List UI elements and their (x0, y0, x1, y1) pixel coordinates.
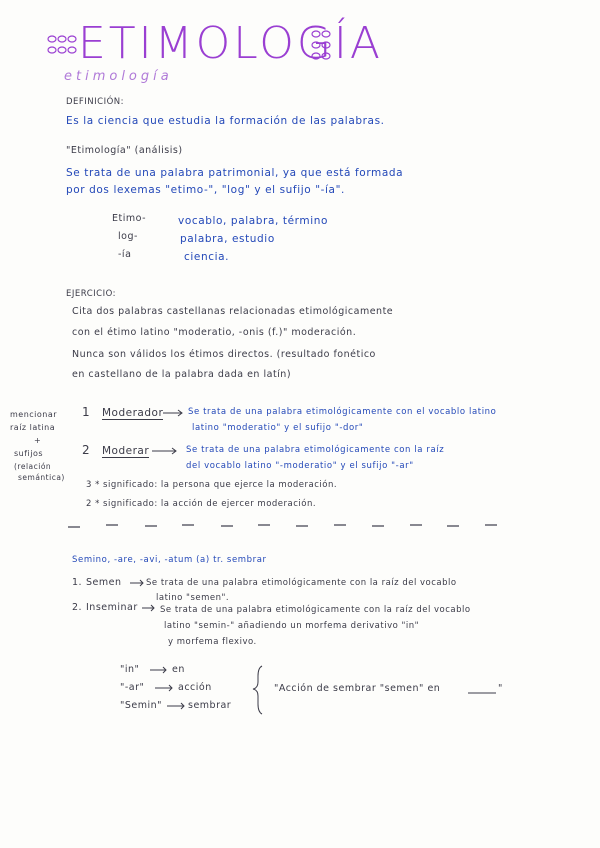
title-left-doodle (48, 36, 76, 53)
breakdown-part-3: "Semin" (120, 700, 163, 711)
ejercicio-line-1: Cita dos palabras castellanas relacionadas etimológicamente (72, 306, 394, 317)
side-note-line-3: + (34, 436, 42, 445)
ejercicio-line-2: con el étimo latino "moderatio, -onis (f.)" moderación. (72, 327, 357, 338)
item-2-line-1: Se trata de una palabra etimológicamente con la raíz (186, 445, 445, 455)
definicion-heading: DEFINICIÓN: (66, 97, 125, 107)
definicion-text: Es la ciencia que estudia la formación de las palabras. (66, 115, 385, 127)
significado-1: 3 * significado: la persona que ejerce la moderación. (86, 480, 338, 490)
term-2: log- (118, 231, 138, 242)
analisis-line-2: por dos lexemas "etimo-", "log" y el sufijo "-ía". (66, 184, 345, 196)
semino-item-1-word: Semen (86, 577, 122, 588)
breakdown-part-2: "-ar" (120, 682, 145, 693)
conclusion-text: "Acción de sembrar "semen" en (274, 683, 441, 694)
item-1-line-2: latino "moderatio" y el sufijo "-dor" (192, 423, 364, 433)
breakdown-meaning-3: sembrar (188, 700, 232, 711)
semino-item-1-number: 1. (72, 577, 83, 588)
curly-brace (253, 666, 262, 714)
item-2-number: 2 (82, 443, 91, 457)
semino-item-1-line-2: latino "semen". (156, 593, 230, 603)
side-note-line-5: (relación (14, 462, 52, 471)
semino-item-1-line-1: Se trata de una palabra etimológicamente con la raíz del vocablo (146, 578, 457, 588)
side-note-line-4: sufijos (14, 449, 44, 458)
term-1-meaning: vocablo, palabra, término (178, 215, 329, 227)
breakdown-meaning-2: acción (178, 682, 212, 693)
item-2-line-2: del vocablo latino "-moderatio" y el sufijo "-ar" (186, 461, 414, 471)
term-3: -ía (118, 249, 132, 260)
breakdown-part-1: "in" (120, 664, 140, 675)
conclusion-close-quote: " (498, 683, 503, 694)
analisis-line-1: Se trata de una palabra patrimonial, ya que está formada (66, 167, 404, 179)
semino-item-2-word: Inseminar (86, 602, 138, 613)
item-1-number: 1 (82, 405, 91, 419)
side-note-line-6: semántica) (18, 473, 65, 482)
side-note-line-1: mencionar (10, 410, 58, 419)
page-title-shadow: etimología (64, 69, 173, 84)
semino-item-2-line-1: Se trata de una palabra etimológicamente con la raíz del vocablo (160, 605, 471, 615)
term-3-meaning: ciencia. (184, 251, 230, 263)
page-title: ETIMOLOGÍA (78, 18, 383, 69)
breakdown-meaning-1: en (172, 664, 185, 675)
term-2-meaning: palabra, estudio (180, 233, 275, 245)
significado-2: 2 * significado: la acción de ejercer moderación. (86, 499, 317, 509)
ejercicio-line-3: Nunca son válidos los étimos directos. (resultado fonético (72, 349, 376, 360)
semino-item-2-line-2: latino "semin-" añadiendo un morfema derivativo "in" (164, 621, 420, 631)
analisis-heading: "Etimología" (análisis) (66, 145, 183, 156)
dashed-separator (68, 525, 497, 527)
item-1-line-1: Se trata de una palabra etimológicamente con el vocablo latino (188, 407, 497, 417)
item-2-word: Moderar (102, 445, 150, 457)
ejercicio-line-4: en castellano de la palabra dada en latín) (72, 369, 292, 380)
term-1: Etimo- (112, 213, 147, 224)
side-note-line-2: raíz latina (10, 423, 56, 432)
semino-item-2-line-3: y morfema flexivo. (168, 637, 257, 647)
ejercicio-heading: EJERCICIO: (66, 289, 117, 299)
semino-item-2-number: 2. (72, 602, 83, 613)
semino-heading: Semino, -are, -avi, -atum (a) tr. sembrar (72, 555, 267, 565)
item-1-word: Moderador (102, 407, 164, 419)
